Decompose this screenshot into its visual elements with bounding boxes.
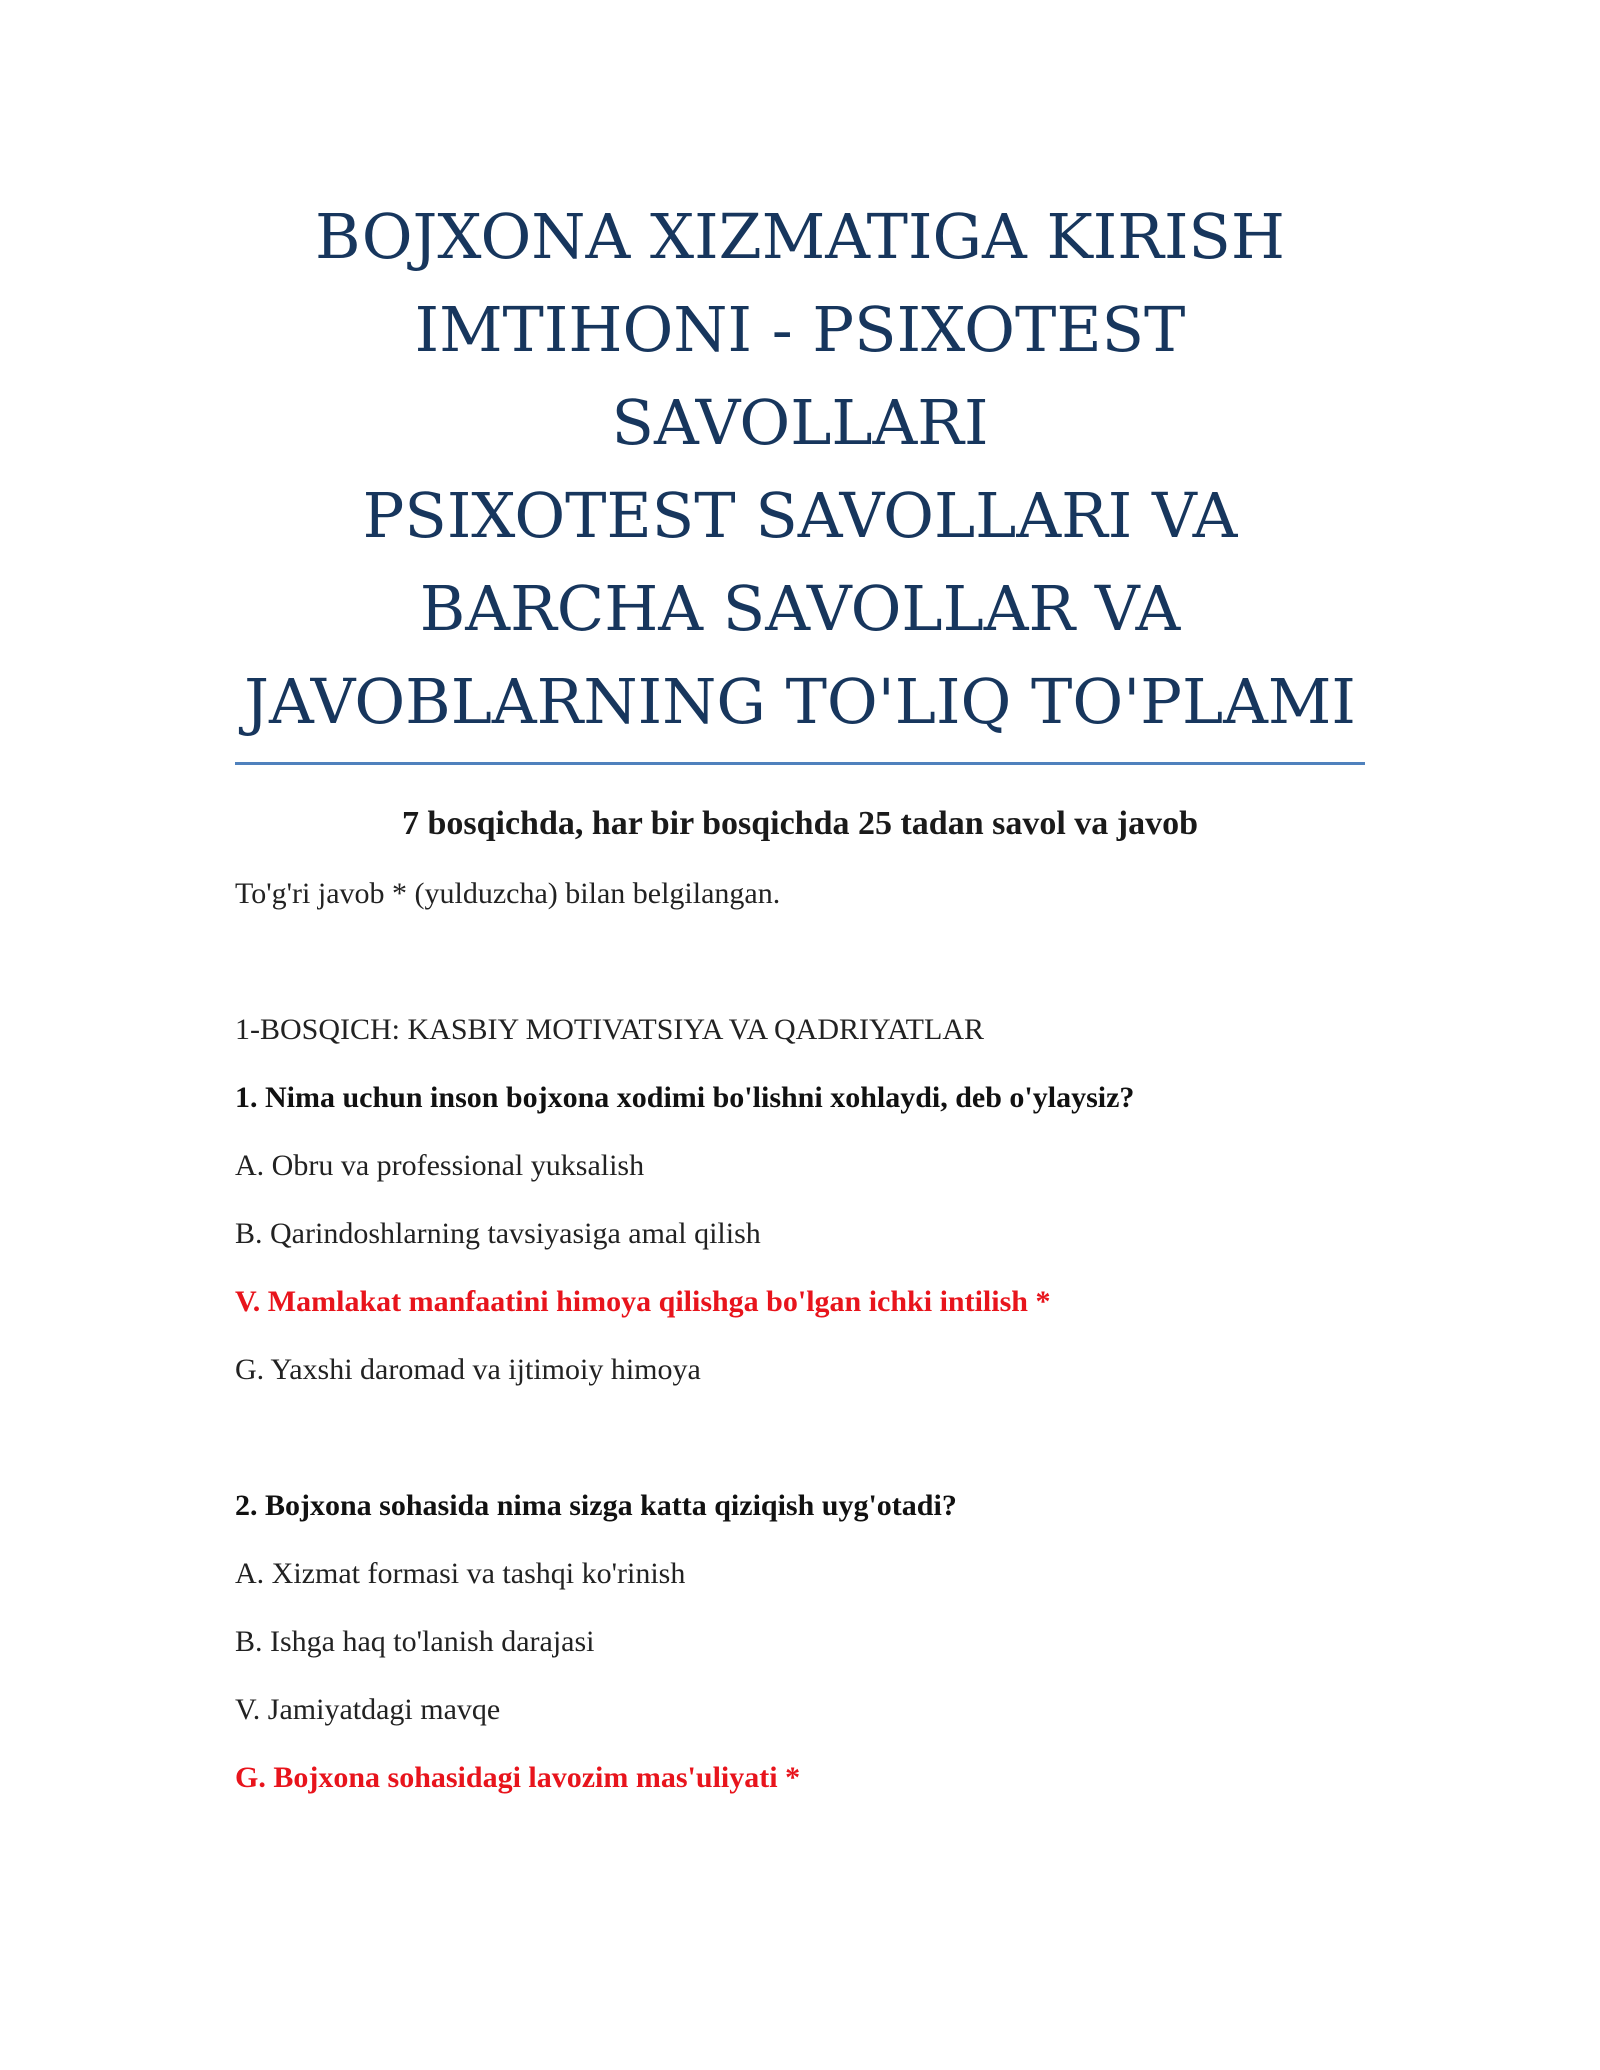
answer-option-v: V. Jamiyatdagi mavqe xyxy=(235,1693,501,1726)
question-text: 1. Nima uchun inson bojxona xodimi bo'lishni xohlaydi, deb o'ylaysiz? xyxy=(235,1081,1135,1114)
answer-option-a: A. Xizmat formasi va tashqi ko'rinish xyxy=(235,1557,686,1590)
answer-option-a: A. Obru va professional yuksalish xyxy=(235,1149,645,1182)
answer-key-note: To'g'ri javob * (yulduzcha) bilan belgilangan. xyxy=(235,877,781,910)
question-block-2 xyxy=(235,1487,1365,1797)
title-line-4: PSIXOTEST SAVOLLARI VA xyxy=(362,479,1238,552)
document-subtitle: 7 bosqichda, har bir bosqichda 25 tadan savol va javob xyxy=(401,805,1199,842)
question-block-1 xyxy=(235,1079,1365,1389)
section-heading: 1-BOSQICH: KASBIY MOTIVATSIYA VA QADRIYATLAR xyxy=(235,1013,984,1046)
document-title xyxy=(235,190,1365,765)
answer-option-b: B. Qarindoshlarning tavsiyasiga amal qilish xyxy=(235,1217,761,1250)
title-line-3: SAVOLLARI xyxy=(611,386,989,459)
answer-option-b: B. Ishga haq to'lanish darajasi xyxy=(235,1625,595,1658)
answer-option-v-correct: V. Mamlakat manfaatini himoya qilishga bo'lgan ichki intilish * xyxy=(235,1285,1051,1318)
answer-option-g: G. Yaxshi daromad va ijtimoiy himoya xyxy=(235,1353,701,1386)
answer-option-g-correct: G. Bojxona sohasidagi lavozim mas'uliyati * xyxy=(235,1761,801,1794)
title-line-5: BARCHA SAVOLLAR VA xyxy=(419,572,1181,645)
title-line-2: IMTIHONI - PSIXOTEST xyxy=(414,293,1186,366)
question-text: 2. Bojxona sohasida nima sizga katta qiziqish uyg'otadi? xyxy=(235,1489,957,1522)
document-page xyxy=(235,190,1365,1797)
title-line-1: BOJXONA XIZMATIGA KIRISH xyxy=(315,200,1285,273)
title-line-6: JAVOBLARNING TO'LIQ TO'PLAMI xyxy=(244,665,1356,738)
